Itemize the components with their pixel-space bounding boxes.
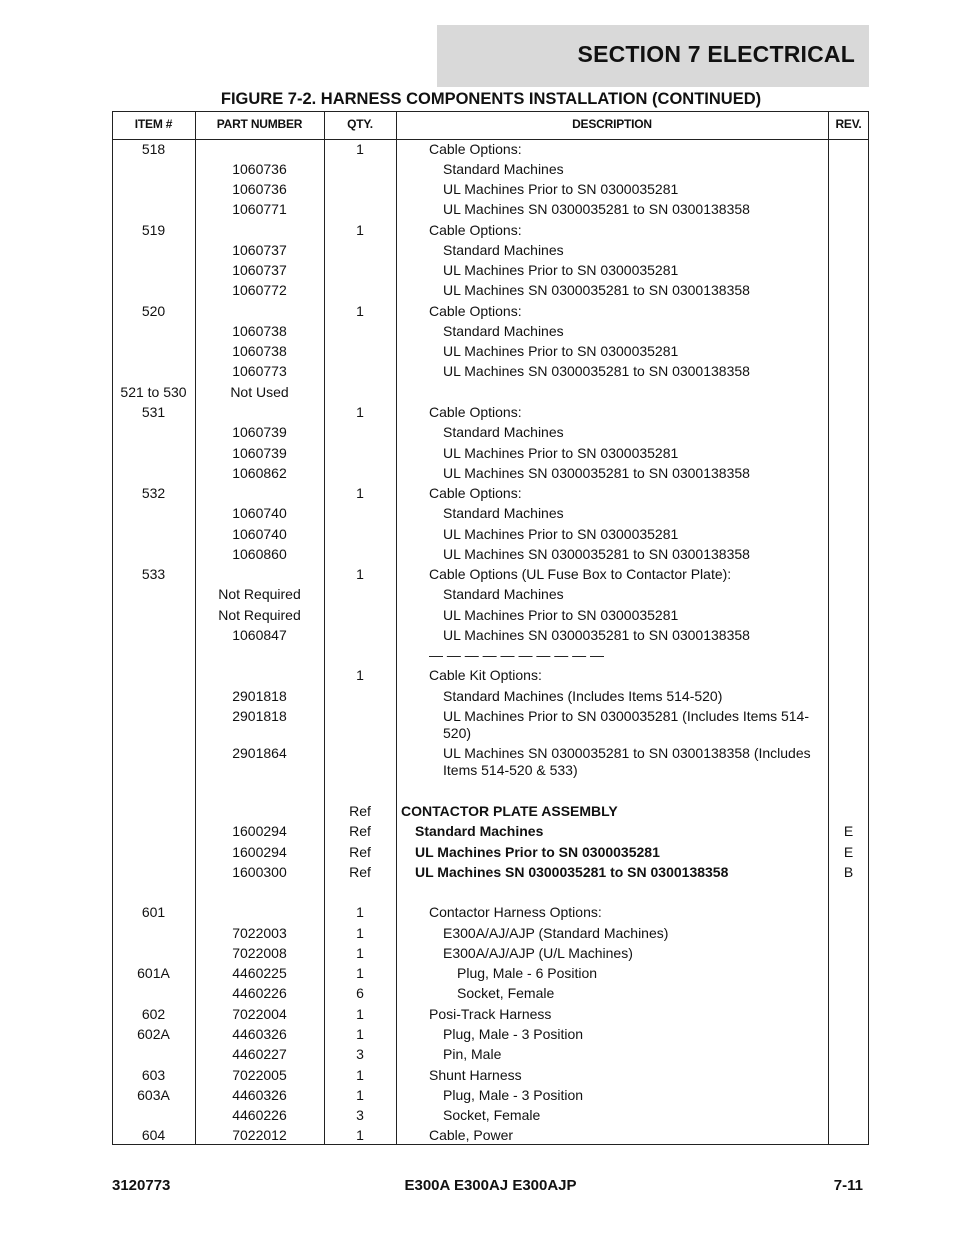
section-title: SECTION 7 ELECTRICAL <box>577 41 855 67</box>
item-cell: 604 <box>141 1127 166 1143</box>
item-cell: 519 <box>141 222 166 238</box>
qty-cell: 1 <box>356 141 364 157</box>
part-number-cell: 1060772 <box>232 282 287 298</box>
qty-cell: Ref <box>349 844 371 860</box>
qty-cell: 1 <box>356 965 364 981</box>
part-number-cell: 7022004 <box>232 1006 287 1022</box>
item-cell: 531 <box>141 404 166 420</box>
qty-cell: 1 <box>356 485 364 501</box>
description-cell: UL Machines SN 0300035281 to SN 0300138358 <box>443 465 750 481</box>
item-cell: 601 <box>141 904 166 920</box>
part-number-cell: 4460225 <box>232 965 287 981</box>
description-cell: UL Machines Prior to SN 0300035281 <box>443 181 679 197</box>
description-cell: Cable Options (UL Fuse Box to Contactor Plate): <box>429 566 732 582</box>
qty-cell: Ref <box>349 864 371 880</box>
description-cell: E300A/AJ/AJP (U/L Machines) <box>443 945 633 961</box>
column-header-item: ITEM # <box>134 117 173 131</box>
part-number-cell: 1060736 <box>232 181 287 197</box>
description-cell: Cable Options: <box>429 485 522 501</box>
column-header-qty: QTY. <box>347 117 373 131</box>
part-number-cell: 1060737 <box>232 242 287 258</box>
part-number-cell: 7022003 <box>232 925 287 941</box>
part-number-cell: 4460226 <box>232 985 287 1001</box>
description-cell: UL Machines SN 0300035281 to SN 0300138358 <box>415 864 729 880</box>
section-banner <box>437 25 869 87</box>
description-cell: Plug, Male - 6 Position <box>457 965 598 981</box>
part-number-cell: 2901864 <box>232 745 287 761</box>
part-number-cell: 4460326 <box>232 1087 287 1103</box>
part-number-cell: Not Required <box>218 607 301 623</box>
description-cell: UL Machines SN 0300035281 to SN 0300138358 <box>443 546 750 562</box>
header-divider <box>112 139 869 140</box>
part-number-cell: 1060738 <box>232 343 287 359</box>
part-number-cell: 1060739 <box>232 445 287 461</box>
description-cell: Standard Machines <box>443 505 564 521</box>
part-number-cell: 7022005 <box>232 1067 287 1083</box>
part-number-cell: 4460326 <box>232 1026 287 1042</box>
description-cell: Socket, Female <box>457 985 555 1001</box>
description-cell: UL Machines SN 0300035281 to SN 0300138358 <box>443 201 750 217</box>
description-cell: UL Machines Prior to SN 0300035281 <box>443 607 679 623</box>
rev-cell: E <box>843 823 854 839</box>
qty-cell: 1 <box>356 945 364 961</box>
part-number-cell: 1060860 <box>232 546 287 562</box>
rev-cell: E <box>843 844 854 860</box>
description-cell: Plug, Male - 3 Position <box>443 1026 584 1042</box>
description-cell: Plug, Male - 3 Position <box>443 1087 584 1103</box>
part-number-cell: 2901818 <box>232 708 287 724</box>
qty-cell: 1 <box>356 1127 364 1143</box>
part-number-cell: 1600294 <box>232 823 287 839</box>
description-cell: UL Machines SN 0300035281 to SN 0300138358 <box>443 282 750 298</box>
footer-page-number: 7-11 <box>833 1177 863 1194</box>
part-number-cell: 1060773 <box>232 363 287 379</box>
description-cell: Cable Options: <box>429 141 522 157</box>
part-number-cell: 1060862 <box>232 465 287 481</box>
qty-cell: 1 <box>356 925 364 941</box>
description-cell: Cable Kit Options: <box>429 667 542 683</box>
column-header-rev: REV. <box>835 117 862 131</box>
qty-cell: 1 <box>356 904 364 920</box>
description-cell: Standard Machines <box>443 424 564 440</box>
footer-models: E300A E300AJ E300AJP <box>404 1177 577 1194</box>
description-cell: Standard Machines <box>443 323 564 339</box>
part-number-cell: 7022012 <box>232 1127 287 1143</box>
description-cell: UL Machines Prior to SN 0300035281 <box>443 526 679 542</box>
part-number-cell: 1060740 <box>232 526 287 542</box>
description-cell: Cable Options: <box>429 404 522 420</box>
description-cell: UL Machines SN 0300035281 to SN 0300138358 <box>443 363 750 379</box>
description-cell: UL Machines SN 0300035281 to SN 0300138358 <box>443 627 750 643</box>
qty-cell: 1 <box>356 303 364 319</box>
item-cell: 533 <box>141 566 166 582</box>
part-number-cell: 4460226 <box>232 1107 287 1123</box>
qty-cell: 3 <box>356 1107 364 1123</box>
item-cell: 602A <box>137 1026 170 1042</box>
part-number-cell: Not Required <box>218 586 301 602</box>
description-cell: UL Machines Prior to SN 0300035281 <box>415 844 660 860</box>
description-cell: Pin, Male <box>443 1046 502 1062</box>
qty-cell: Ref <box>349 823 371 839</box>
description-cell: UL Machines Prior to SN 0300035281 <box>443 262 679 278</box>
description-cell: UL Machines Prior to SN 0300035281 <box>443 343 679 359</box>
item-cell: 601A <box>137 965 170 981</box>
part-number-cell: Not Used <box>230 384 289 400</box>
part-number-cell: 1060740 <box>232 505 287 521</box>
qty-cell: 1 <box>356 222 364 238</box>
description-cell: Shunt Harness <box>429 1067 522 1083</box>
figure-title: FIGURE 7-2. HARNESS COMPONENTS INSTALLATION (CONTINUED) <box>220 90 762 108</box>
description-cell: Socket, Female <box>443 1107 541 1123</box>
part-number-cell: 1060847 <box>232 627 287 643</box>
item-cell: 518 <box>141 141 166 157</box>
qty-cell: 1 <box>356 404 364 420</box>
description-cell: E300A/AJ/AJP (Standard Machines) <box>443 925 669 941</box>
description-cell: Standard Machines <box>443 161 564 177</box>
item-cell: 603A <box>137 1087 170 1103</box>
item-cell: 532 <box>141 485 166 501</box>
part-number-cell: 1600294 <box>232 844 287 860</box>
description-cell: Standard Machines <box>443 242 564 258</box>
description-cell: Standard Machines <box>443 586 564 602</box>
description-cell: UL Machines SN 0300035281 to SN 0300138358 (Includes Items 514-520 & 533) <box>443 745 811 778</box>
qty-cell: 1 <box>356 1067 364 1083</box>
column-divider <box>828 111 829 1145</box>
part-number-cell: 7022008 <box>232 945 287 961</box>
part-number-cell: 1060771 <box>232 201 287 217</box>
part-number-cell: 1060736 <box>232 161 287 177</box>
footer-doc-number: 3120773 <box>112 1177 171 1194</box>
description-cell: Cable Options: <box>429 222 522 238</box>
qty-cell: 3 <box>356 1046 364 1062</box>
item-cell: 603 <box>141 1067 166 1083</box>
qty-cell: 6 <box>356 985 364 1001</box>
description-cell: UL Machines Prior to SN 0300035281 (Includes Items 514-520) <box>443 708 810 741</box>
item-cell: 602 <box>141 1006 166 1022</box>
part-number-cell: 2901818 <box>232 688 287 704</box>
item-cell: 520 <box>141 303 166 319</box>
description-cell: Posi-Track Harness <box>429 1006 552 1022</box>
rev-cell: B <box>843 864 854 880</box>
part-number-cell: 1060737 <box>232 262 287 278</box>
column-header-description: DESCRIPTION <box>572 117 652 131</box>
description-cell: Contactor Harness Options: <box>429 904 602 920</box>
qty-cell: Ref <box>349 803 371 819</box>
column-header-part-number: PART NUMBER <box>216 117 303 131</box>
description-cell: UL Machines Prior to SN 0300035281 <box>443 445 679 461</box>
description-cell: Cable, Power <box>429 1127 514 1143</box>
description-cell: CONTACTOR PLATE ASSEMBLY <box>401 803 618 819</box>
description-cell: Cable Options: <box>429 303 522 319</box>
item-cell: 521 to 530 <box>120 384 187 400</box>
part-number-cell: 1060738 <box>232 323 287 339</box>
qty-cell: 1 <box>356 1087 364 1103</box>
qty-cell: 1 <box>356 1006 364 1022</box>
part-number-cell: 1600300 <box>232 864 287 880</box>
qty-cell: 1 <box>356 667 364 683</box>
description-cell: — — — — — — — — — — <box>429 647 605 663</box>
description-cell: Standard Machines <box>415 823 544 839</box>
qty-cell: 1 <box>356 566 364 582</box>
part-number-cell: 4460227 <box>232 1046 287 1062</box>
qty-cell: 1 <box>356 1026 364 1042</box>
description-cell: Standard Machines (Includes Items 514-520) <box>443 688 723 704</box>
part-number-cell: 1060739 <box>232 424 287 440</box>
